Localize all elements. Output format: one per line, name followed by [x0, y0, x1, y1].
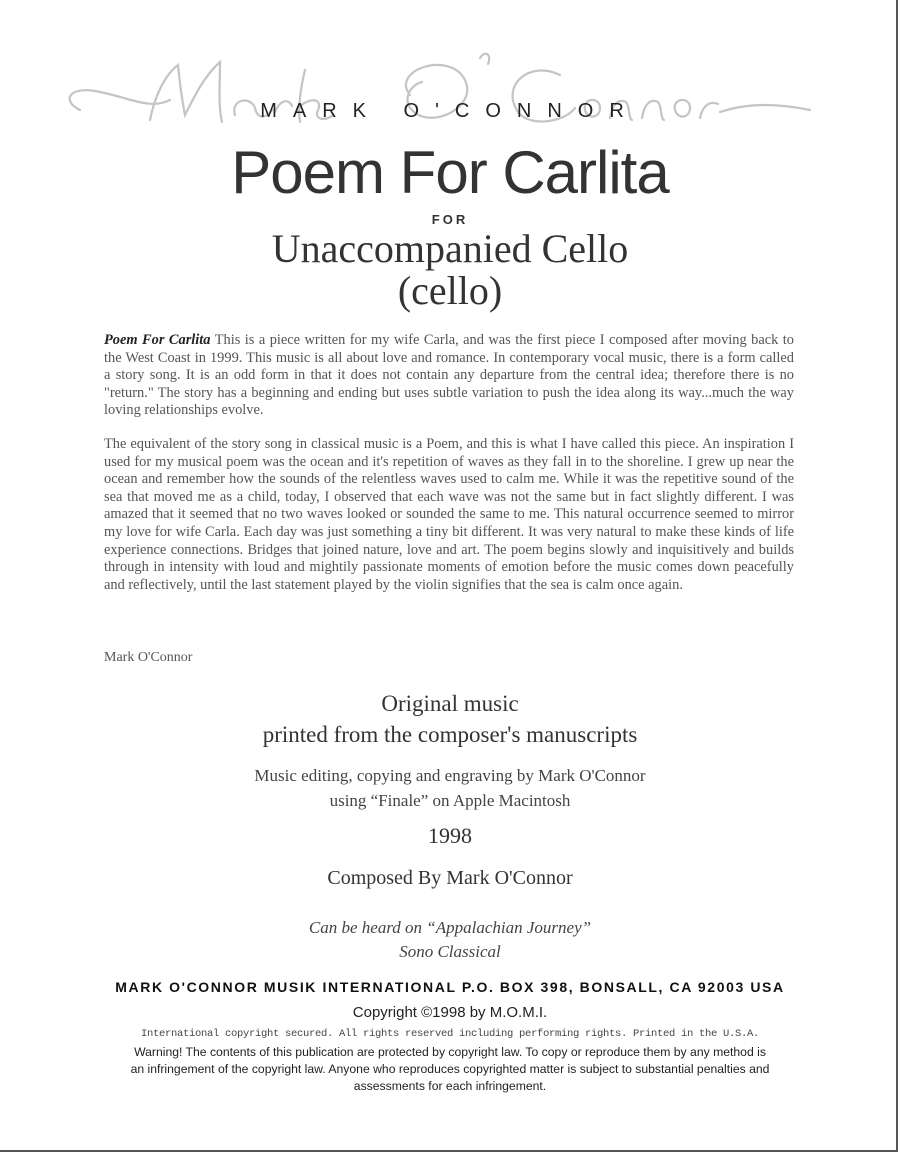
- page-title: Poem For Carlita: [231, 139, 669, 206]
- software-line: using “Finale” on Apple Macintosh: [329, 791, 571, 810]
- composer-name-header: MARK O'CONNOR: [260, 100, 640, 122]
- recording-album: Can be heard on “Appalachian Journey”: [308, 918, 592, 937]
- original-music-note: [0, 688, 900, 750]
- program-notes-text: This is a piece written for my wife Carla, and was the first piece I composed after moving back to the West Coast in 1999. This music is all about love and romance. In contemporary vocal music, there is a form called a story song. It is an odd form in that it does not contain any departure from the central idea; therefore there is no "return." The story has a beginning and ending but uses subtle variation to push the idea along its way...much the way loving relationships evolve.: [104, 332, 794, 419]
- program-notes-signoff: Mark O'Connor: [104, 650, 193, 665]
- instrument-line: Unaccompanied Cello: [271, 226, 629, 271]
- warning-line: an infringement of the copyright law. Anyone who reproduces copyrighted matter is subject to substantial penalties and: [130, 1062, 770, 1076]
- recording-label: Sono Classical: [399, 942, 501, 961]
- instrument-block: [0, 228, 900, 312]
- warning-line: assessments for each infringement.: [353, 1079, 547, 1093]
- signature-graphic: [60, 40, 820, 150]
- engraving-line: Music editing, copying and engraving by Mark O'Connor: [254, 766, 646, 785]
- program-notes-paragraph: The equivalent of the story song in classical music is a Poem, and this is what I have called this piece. An inspiration I used for my musical poem was the ocean and it's repetition of waves as they fall in to the shoreline. I grew up near the ocean and remember how the sounds of the relentless waves used to calm me. While it was the repetitive sound of the sea that moved me as a child, today, I observed that each wave was not the same but in fact slightly different. I was amazed that it seemed that no two waves looked or sounded the same to me. This natural occurrence seemed to mirror my love for wife Carla. Each day was just something a tiny bit different. It was very natural to make these kinds of life experience connections. Bridges that joined nature, love and art. The poem begins slowly and inquisitively and builds through in intensity with loud and mightily passionate moments of emotion before the music comes down peacefully and reflectively, until the last statement played by the violin signifies that the sea is calm once again.: [104, 435, 794, 593]
- manuscripts-line: printed from the composer's manuscripts: [262, 722, 638, 747]
- program-notes-lead: Poem For Carlita: [104, 332, 211, 348]
- publisher-address: MARK O'CONNOR MUSIK INTERNATIONAL P.O. BOX 398, BONSALL, CA 92003 USA: [115, 979, 785, 995]
- for-label: FOR: [431, 212, 469, 227]
- composed-by: Composed By Mark O'Connor: [327, 867, 573, 889]
- program-notes: [104, 332, 794, 610]
- copyright-notice: Copyright ©1998 by M.O.M.I.: [352, 1004, 548, 1021]
- instrument-subline: (cello): [397, 268, 503, 313]
- warning-line: Warning! The contents of this publication are protected by copyright law. To copy or reproduce them by any method is: [134, 1045, 766, 1059]
- program-notes-paragraph: [104, 332, 794, 420]
- composition-year: 1998: [428, 823, 472, 848]
- recording-info: [0, 916, 900, 964]
- copyright-warning: [50, 1044, 850, 1095]
- engraving-credit: [0, 763, 900, 813]
- rights-statement: International copyright secured. All rights reserved including performing rights. Printed in the U.S.A.: [140, 1028, 760, 1040]
- signature-watermark: [60, 40, 820, 150]
- original-music-line: Original music: [381, 691, 519, 716]
